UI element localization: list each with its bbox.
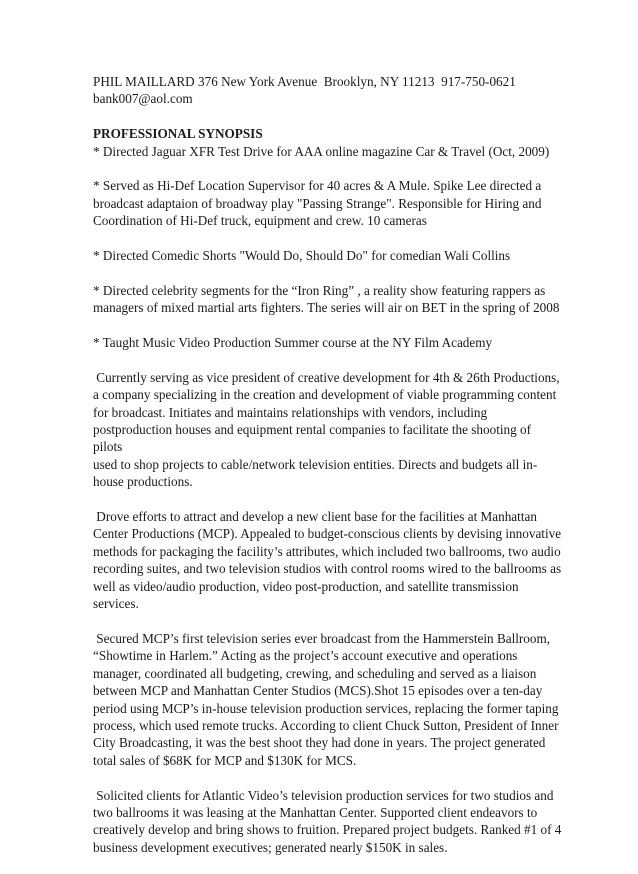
paragraph-line: recording suites, and two television studios with control rooms wired to the ballrooms as bbox=[93, 561, 562, 577]
paragraph-line: manager, coordinated all budgeting, crewing, and scheduling and served as a liaison bbox=[93, 665, 537, 681]
synopsis-paragraph-9 bbox=[93, 787, 563, 857]
paragraph-line: business development executives; generated nearly $150K in sales. bbox=[93, 839, 448, 855]
paragraph-line: two ballrooms it was leasing at the Manhattan Center. Supported client endeavors to bbox=[93, 804, 538, 820]
paragraph-line: * Served as Hi-Def Location Supervisor for 40 acres & A Mule. Spike Lee directed a bbox=[93, 178, 542, 194]
synopsis-paragraph-3 bbox=[93, 247, 563, 264]
paragraph-line: total sales of $68K for MCP and $130K for MCS. bbox=[93, 752, 357, 768]
paragraph-line: between MCP and Manhattan Center Studios (MCS).Shot 15 episodes over a ten-day bbox=[93, 683, 543, 699]
synopsis-paragraph-6 bbox=[93, 369, 563, 491]
paragraph-line: Solicited clients for Atlantic Video’s television production services for two studios and bbox=[93, 787, 554, 803]
paragraph-line: creatively develop and bring shows to fruition. Prepared project budgets. Ranked #1 of 4 bbox=[93, 822, 562, 838]
paragraph-line: “Showtime in Harlem.” Acting as the project’s account executive and operations bbox=[93, 648, 518, 664]
paragraph-line: City Broadcasting, it was the best shoot they had done in years. The project generated bbox=[93, 735, 546, 751]
paragraph-line: postproduction houses and equipment rental companies to facilitate the shooting of pilots bbox=[93, 422, 535, 455]
resume-page bbox=[93, 73, 563, 874]
paragraph-line: * Directed Comedic Shorts "Would Do, Should Do" for comedian Wali Collins bbox=[93, 248, 511, 264]
synopsis-paragraph-4 bbox=[93, 282, 563, 317]
paragraph-line: process, which used remote trucks. According to client Chuck Sutton, President of Inner bbox=[93, 717, 559, 733]
paragraph-line: house productions. bbox=[93, 474, 193, 490]
paragraph-line: * Directed Jaguar XFR Test Drive for AAA online magazine Car & Travel (Oct, 2009) bbox=[93, 143, 550, 159]
paragraph-line: broadcast adaptaion of broadway play "Passing Strange". Responsible for Hiring and bbox=[93, 195, 542, 211]
paragraph-line: Secured MCP’s first television series ever broadcast from the Hammerstein Ballroom, bbox=[93, 630, 551, 646]
paragraph-line: managers of mixed martial arts fighters. The series will air on BET in the spring of 2008 bbox=[93, 300, 560, 316]
section-heading: PROFESSIONAL SYNOPSIS bbox=[93, 126, 263, 142]
paragraph-line: Center Productions (MCP). Appealed to budget-conscious clients by devising innovative bbox=[93, 526, 562, 542]
paragraph-line: period using MCP’s in-house television production services, replacing the former taping bbox=[93, 700, 559, 716]
synopsis-paragraph-1 bbox=[93, 143, 563, 160]
paragraph-line: Drove efforts to attract and develop a new client base for the facilities at Manhattan bbox=[93, 509, 537, 525]
synopsis-paragraph-8 bbox=[93, 630, 563, 769]
synopsis-paragraph-2 bbox=[93, 177, 563, 229]
synopsis-paragraph-5 bbox=[93, 334, 563, 351]
paragraph-line: methods for packaging the facility’s attributes, which included two ballrooms, two audio bbox=[93, 543, 561, 559]
paragraph-line: Coordination of Hi-Def truck, equipment and crew. 10 cameras bbox=[93, 213, 427, 229]
paragraph-line: Currently serving as vice president of creative development for 4th & 26th Productions, bbox=[93, 369, 560, 385]
paragraph-line: a company specializing in the creation and development of viable programming content bbox=[93, 387, 557, 403]
paragraph-line: well as video/audio production, video post-production, and satellite transmission services. bbox=[93, 578, 522, 612]
professional-synopsis-section bbox=[93, 125, 563, 856]
paragraph-line: for broadcast. Initiates and maintains relationships with vendors, including bbox=[93, 404, 488, 420]
contact-line: PHIL MAILLARD 376 New York Avenue Brooklyn, NY 11213 917-750-0621 bbox=[93, 74, 516, 89]
paragraph-line: * Taught Music Video Production Summer course at the NY Film Academy bbox=[93, 335, 493, 351]
paragraph-line: * Directed celebrity segments for the “Iron Ring” , a reality show featuring rappers as bbox=[93, 282, 546, 298]
synopsis-paragraph-7 bbox=[93, 508, 563, 612]
paragraph-line: used to shop projects to cable/network television entities. Directs and budgets all in- bbox=[93, 456, 538, 472]
email-line: bank007@aol.com bbox=[93, 91, 193, 107]
contact-header bbox=[93, 73, 563, 108]
